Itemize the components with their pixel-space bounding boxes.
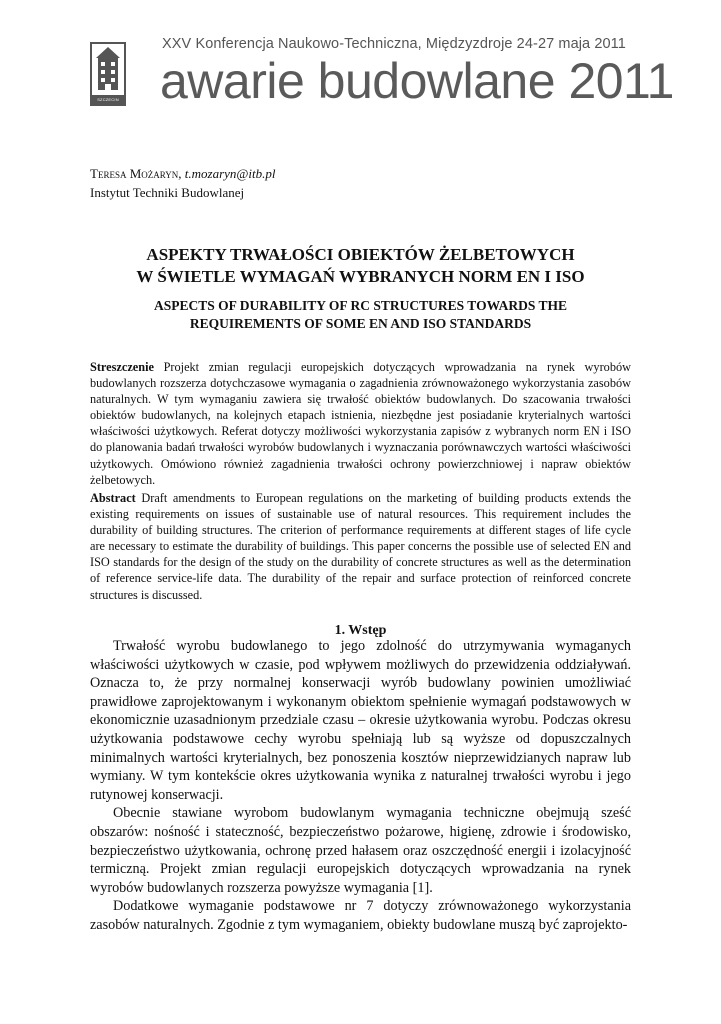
conference-line: XXV Konferencja Naukowo-Techniczna, Międzyzdroje 24-27 maja 2011 <box>162 36 626 52</box>
author-email: t.mozaryn@itb.pl <box>184 166 276 181</box>
building-logo-icon <box>92 44 124 94</box>
paragraph: Dodatkowe wymaganie podstawowe nr 7 dotyczy zrównoważonego wykorzystania zasobów naturalnych. Zgodnie z tym wymaganiem, obiekty budowlane muszą być zaprojekto- <box>90 898 631 933</box>
logo-caption: SZCZECIN <box>90 95 126 105</box>
section-body <box>90 637 631 935</box>
section-heading: 1. Wstęp <box>334 623 387 638</box>
title-en-line-2: REQUIREMENTS OF SOME EN AND ISO STANDARDS <box>189 316 532 331</box>
title-polish <box>90 244 631 288</box>
title-en-line-1: ASPECTS OF DURABILITY OF RC STRUCTURES TOWARDS THE <box>154 298 567 313</box>
abstract-english <box>90 490 631 603</box>
abstract-en-label: Abstract <box>90 491 136 505</box>
author-line: Teresa Możaryn, t.mozaryn@itb.pl <box>90 166 276 181</box>
author-name: Teresa Możaryn <box>90 166 179 181</box>
title-pl-line-1: ASPEKTY TRWAŁOŚCI OBIEKTÓW ŻELBETOWYCH <box>146 245 575 264</box>
conference-title: awarie budowlane 2011 <box>160 53 674 109</box>
abstract-pl-label: Streszczenie <box>90 360 154 374</box>
title-english <box>90 297 631 333</box>
paragraph: Obecnie stawiane wyrobom budowlanym wymagania techniczne obejmują sześć obszarów: nośność i stateczność, bezpieczeństwo pożarowe, higienę, zdrowie i środowisko, bezpieczeństwo użytkowania, ochronę przed hałasem oraz oszczędność energii i izolacyjność termiczną. Projekt zmian regulacji europejskich dotyczących wprowadzania na rynek wyrobów budowlanych rozszerza powyższe wymagania [1]. <box>90 805 631 896</box>
title-pl-line-2: W ŚWIETLE WYMAGAŃ WYBRANYCH NORM EN I ISO <box>136 267 585 286</box>
abstract-polish <box>90 359 631 488</box>
abstract-en-text: Draft amendments to European regulations on the marketing of building products extends the existing requirements on issues of sustainable use of natural resources. This requirement includes the durability of building structures. The criterion of performance requirements at different stages of life cycle are necessary to estimate the durability of buildings. This paper concerns the possible use of selected EN and ISO standards for the design of the study on the durability of concrete structures as well as the determination of reference service-life data. The durability of the repair and surface protection of reinforced concrete structures is discussed. <box>90 491 631 602</box>
author-block <box>90 164 275 202</box>
author-affiliation: Instytut Techniki Budowlanej <box>90 185 245 200</box>
abstract-pl-text: Projekt zmian regulacji europejskich dotyczących wprowadzania na rynek wyrobów budowlanych rozszerza dotychczasowe wymagania o zagadnienia zrównoważonego wykorzystania zasobów naturalnych. W tym wymaganiu zawiera się trwałość obiektów budowlanych. Do szacowania trwałości obiektów budowlanych, na kolejnych etapach istnienia, niezbędne jest posiadanie kryterialnych wartości właściwości użytkowych. Referat dotyczy możliwości wykorzystania zapisów z wybranych norm EN i ISO do planowania badań trwałości wyrobów budowlanych i wyznaczania porównawczych wartości właściwości użytkowych. Omówiono również zagadnienia trwałości ochrony powierzchniowej i napraw obiektów żelbetowych. <box>90 360 631 487</box>
paragraph: Trwałość wyrobu budowlanego to jego zdolność do utrzymywania wymaganych właściwości użytkowych w czasie, pod wpływem możliwych do przewidzenia oddziaływań. Oznacza to, że przy normalnej konserwacji wyrób budowlany powinien umożliwiać prawidłowe zaprojektowanym i wykonanym obiektom spełnienie wymagań podstawowych w ekonomicznie uzasadnionym przedziale czasu – okresie użytkowania wyrobu. Podczas okresu użytkowania podstawowe cechy wyrobu spełniają lub są wyższe od dopuszczalnych minimalnych wartości kryterialnych, bez ponoszenia kosztów nieprzewidzianych napraw lub wymiany. W tym kontekście okres użytkowania wynika z naturalnej trwałości wyrobu i jego rutynowej konserwacji. <box>90 638 631 803</box>
